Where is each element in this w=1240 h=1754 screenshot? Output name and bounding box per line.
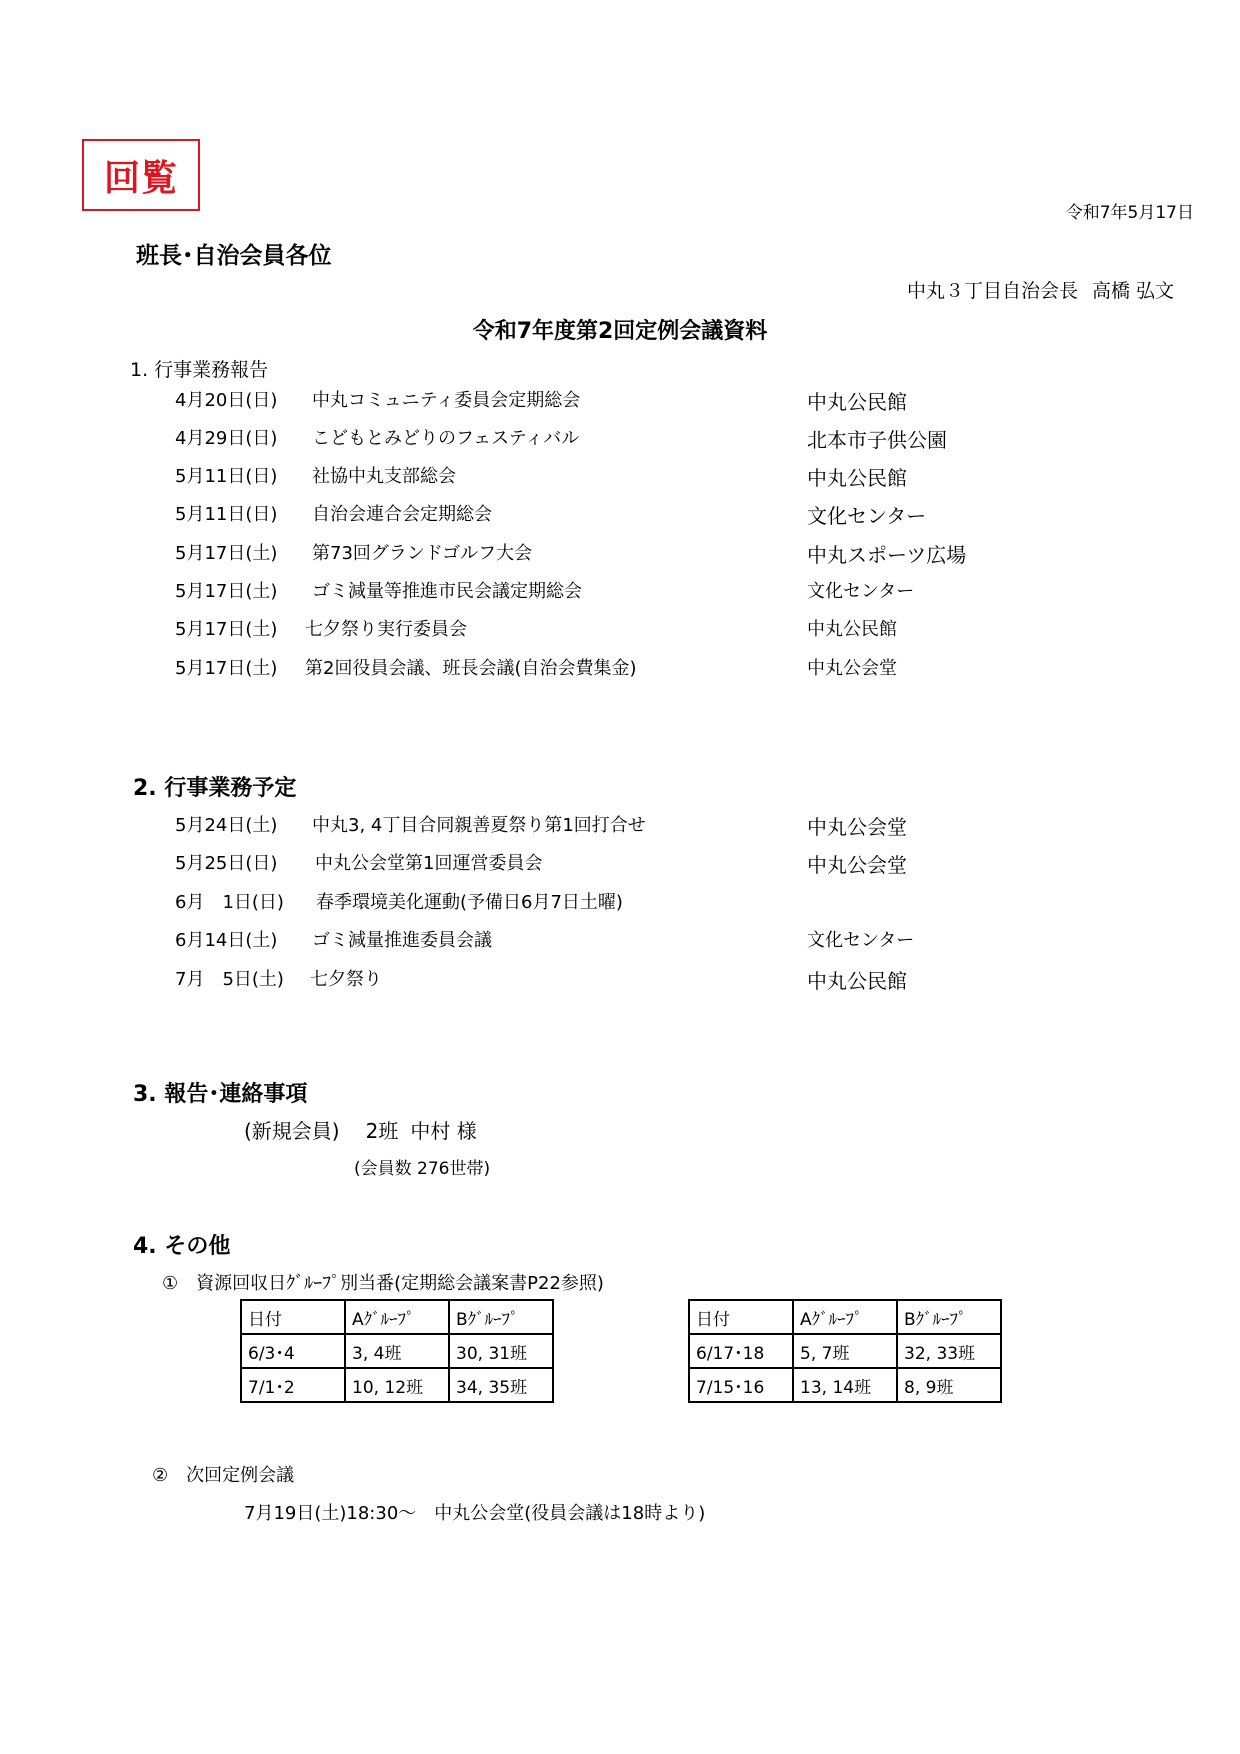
author xyxy=(907,276,1174,303)
next-meeting-detail: 7月19日(土)18:30～ 中丸公会堂(役員会議は18時より) xyxy=(244,1503,706,1524)
event-name: 中丸公会堂第1回運営委員会 xyxy=(315,853,543,874)
table-cell: 7/15･16 xyxy=(689,1368,793,1402)
table-cell: 6/3･4 xyxy=(241,1334,345,1368)
table-cell: 5, 7班 xyxy=(793,1334,897,1368)
event-name: 中丸コミュニティ委員会定期総会 xyxy=(312,390,581,411)
event-date: 5月11日(日) xyxy=(175,466,278,487)
event-place: 文化センター xyxy=(807,930,915,951)
document-date: 令和7年5月17日 xyxy=(1065,203,1194,223)
header-cell: 日付 xyxy=(241,1300,345,1334)
list-item xyxy=(0,462,1240,492)
new-member-group: 2班 xyxy=(365,1119,399,1143)
event-date: 5月17日(土) xyxy=(175,658,278,679)
event-place: 中丸公会堂 xyxy=(807,853,907,877)
event-place: 中丸公会堂 xyxy=(807,658,897,679)
new-member xyxy=(244,1115,477,1144)
event-date: 4月20日(日) xyxy=(175,390,278,411)
author-name: 高橋 弘文 xyxy=(1091,280,1174,302)
section-other-heading: 4. その他 xyxy=(133,1234,231,1259)
section-notices-heading: 3. 報告･連絡事項 xyxy=(133,1082,308,1107)
collection-table-2 xyxy=(688,1299,1002,1403)
event-place: 中丸スポーツ広場 xyxy=(807,543,967,567)
table-cell: 6/17･18 xyxy=(689,1334,793,1368)
table-cell: 7/1･2 xyxy=(241,1368,345,1402)
table-header-row xyxy=(689,1300,1001,1334)
table-header-row xyxy=(241,1300,553,1334)
table-cell: 13, 14班 xyxy=(793,1368,897,1402)
table-cell: 30, 31班 xyxy=(449,1334,553,1368)
event-name: 春季環境美化運動(予備日6月7日土曜) xyxy=(316,892,623,913)
event-date: 5月17日(土) xyxy=(175,543,278,564)
collection-duty-item: ① 資源回収日ｸﾞﾙｰﾌﾟ別当番(定期総会議案書P22参照) xyxy=(162,1273,604,1294)
header-cell: Bｸﾞﾙｰﾌﾟ xyxy=(897,1300,1001,1334)
header-cell: 日付 xyxy=(689,1300,793,1334)
list-item xyxy=(0,926,1240,956)
event-name: ゴミ減量等推進市民会議定期総会 xyxy=(312,581,582,602)
table-cell: 3, 4班 xyxy=(345,1334,449,1368)
event-name: ゴミ減量推進委員会議 xyxy=(312,930,492,951)
table-row xyxy=(241,1368,553,1402)
event-date: 7月 5日(土) xyxy=(175,969,284,990)
header-cell: Bｸﾞﾙｰﾌﾟ xyxy=(449,1300,553,1334)
document-title: 令和7年度第2回定例会議資料 xyxy=(472,319,768,344)
section-report-heading: 1. 行事業務報告 xyxy=(130,359,269,381)
event-date: 5月24日(土) xyxy=(175,815,278,836)
event-place: 北本市子供公園 xyxy=(807,428,947,452)
list-item xyxy=(0,965,1240,995)
list-item xyxy=(0,888,1240,918)
table-cell: 8, 9班 xyxy=(897,1368,1001,1402)
table-row xyxy=(689,1368,1001,1402)
event-place: 中丸公民館 xyxy=(807,466,907,490)
table-cell: 34, 35班 xyxy=(449,1368,553,1402)
header-cell: Aｸﾞﾙｰﾌﾟ xyxy=(793,1300,897,1334)
list-item xyxy=(0,539,1240,569)
list-item xyxy=(0,386,1240,416)
header-cell: Aｸﾞﾙｰﾌﾟ xyxy=(345,1300,449,1334)
table-cell: 10, 12班 xyxy=(345,1368,449,1402)
list-item xyxy=(0,424,1240,454)
collection-table-1 xyxy=(240,1299,554,1403)
list-item xyxy=(0,577,1240,607)
event-date: 5月17日(土) xyxy=(175,581,278,602)
event-name: 中丸3, 4丁目合同親善夏祭り第1回打合せ xyxy=(312,815,646,836)
new-member-label: (新規会員) xyxy=(244,1119,340,1143)
event-name: 七夕祭り実行委員会 xyxy=(305,619,467,640)
list-item xyxy=(0,811,1240,841)
member-count: (会員数 276世帯) xyxy=(354,1159,491,1179)
next-meeting-item: ② 次回定例会議 xyxy=(152,1465,295,1486)
event-place: 中丸公民館 xyxy=(807,619,897,640)
event-name: 自治会連合会定期総会 xyxy=(312,504,492,525)
event-date: 5月25日(日) xyxy=(175,853,278,874)
event-date: 5月11日(日) xyxy=(175,504,278,525)
event-name: 第73回グランドゴルフ大会 xyxy=(312,543,533,564)
table-row xyxy=(689,1334,1001,1368)
circulation-stamp: 回覧 xyxy=(82,139,200,211)
event-name: 七夕祭り xyxy=(310,969,382,990)
list-item xyxy=(0,615,1240,645)
event-name: 社協中丸支部総会 xyxy=(312,466,456,487)
author-title: 中丸３丁目自治会長 xyxy=(906,280,1078,302)
event-place: 中丸公民館 xyxy=(807,969,907,993)
event-date: 4月29日(日) xyxy=(175,428,278,449)
event-name: 第2回役員会議、班長会議(自治会費集金) xyxy=(305,658,637,679)
section-schedule-heading: 2. 行事業務予定 xyxy=(133,776,297,801)
list-item xyxy=(0,500,1240,530)
table-cell: 32, 33班 xyxy=(897,1334,1001,1368)
event-name: こどもとみどりのフェスティバル xyxy=(312,428,580,449)
event-place: 中丸公民館 xyxy=(807,390,907,414)
table-row xyxy=(241,1334,553,1368)
event-place: 文化センター xyxy=(807,504,927,528)
list-item xyxy=(0,654,1240,684)
event-date: 5月17日(土) xyxy=(175,619,278,640)
event-date: 6月14日(土) xyxy=(175,930,278,951)
addressee: 班長･自治会員各位 xyxy=(136,243,332,269)
event-date: 6月 1日(日) xyxy=(175,892,284,913)
list-item xyxy=(0,849,1240,879)
event-place: 中丸公会堂 xyxy=(807,815,907,839)
event-place: 文化センター xyxy=(807,581,915,602)
new-member-name: 中村 様 xyxy=(410,1119,477,1143)
